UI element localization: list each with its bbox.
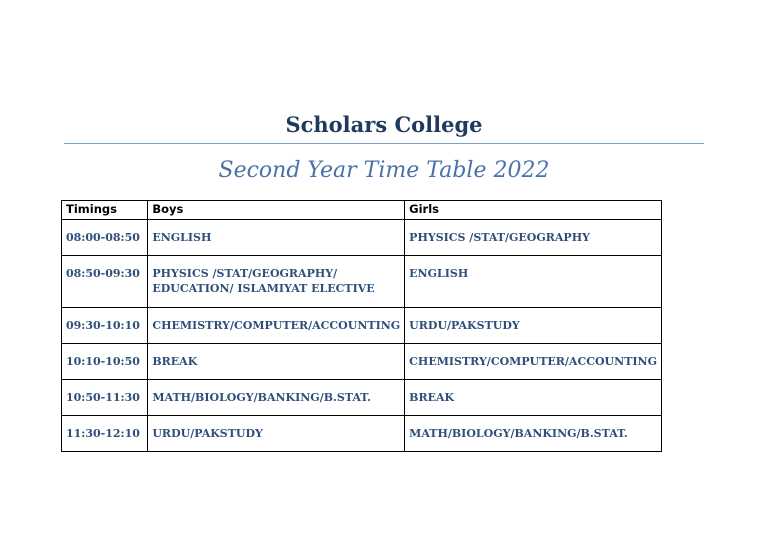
table-row — [62, 416, 662, 452]
cell-timing: 09:30-10:10 — [62, 308, 148, 344]
cell-girls — [405, 380, 662, 416]
cell-line: BREAK — [409, 391, 455, 404]
cell-girls — [405, 220, 662, 256]
header-boys: Boys — [148, 201, 405, 220]
table-row — [62, 380, 662, 416]
cell-line: MATH/BIOLOGY/BANKING/B.STAT. — [409, 427, 628, 440]
table-row — [62, 344, 662, 380]
cell-timing: 08:00-08:50 — [62, 220, 148, 256]
cell-boys — [148, 416, 405, 452]
cell-boys — [148, 308, 405, 344]
cell-boys — [148, 256, 405, 308]
cell-line: ENGLISH — [409, 267, 469, 280]
cell-girls — [405, 256, 662, 308]
cell-boys — [148, 344, 405, 380]
header-girls: Girls — [405, 201, 662, 220]
header-timings: Timings — [62, 201, 148, 220]
cell-line: ENGLISH — [152, 231, 212, 244]
cell-line: PHYSICS /STAT/GEOGRAPHY/ — [152, 267, 338, 280]
cell-timing: 08:50-09:30 — [62, 256, 148, 308]
cell-line: MATH/BIOLOGY/BANKING/B.STAT. — [152, 391, 371, 404]
cell-line: EDUCATION/ ISLAMIYAT ELECTIVE — [152, 282, 375, 295]
cell-girls — [405, 308, 662, 344]
cell-timing: 10:10-10:50 — [62, 344, 148, 380]
cell-line: CHEMISTRY/COMPUTER/ACCOUNTING — [152, 319, 401, 332]
table-row — [62, 256, 662, 308]
table-row — [62, 308, 662, 344]
title-divider — [64, 143, 704, 144]
cell-line: CHEMISTRY/COMPUTER/ACCOUNTING — [409, 355, 657, 368]
cell-girls — [405, 416, 662, 452]
cell-timing: 11:30-12:10 — [62, 416, 148, 452]
cell-boys — [148, 380, 405, 416]
cell-girls — [405, 344, 662, 380]
cell-line: PHYSICS /STAT/GEOGRAPHY — [409, 231, 590, 244]
cell-line: URDU/PAKSTUDY — [409, 319, 520, 332]
table-header-row — [62, 201, 662, 220]
document-title: Scholars College — [285, 112, 483, 137]
document-subtitle: Second Year Time Table 2022 — [218, 158, 550, 183]
cell-boys — [148, 220, 405, 256]
timetable — [61, 200, 662, 452]
table-row — [62, 220, 662, 256]
cell-timing: 10:50-11:30 — [62, 380, 148, 416]
cell-line: URDU/PAKSTUDY — [152, 427, 263, 440]
cell-line: BREAK — [152, 355, 198, 368]
